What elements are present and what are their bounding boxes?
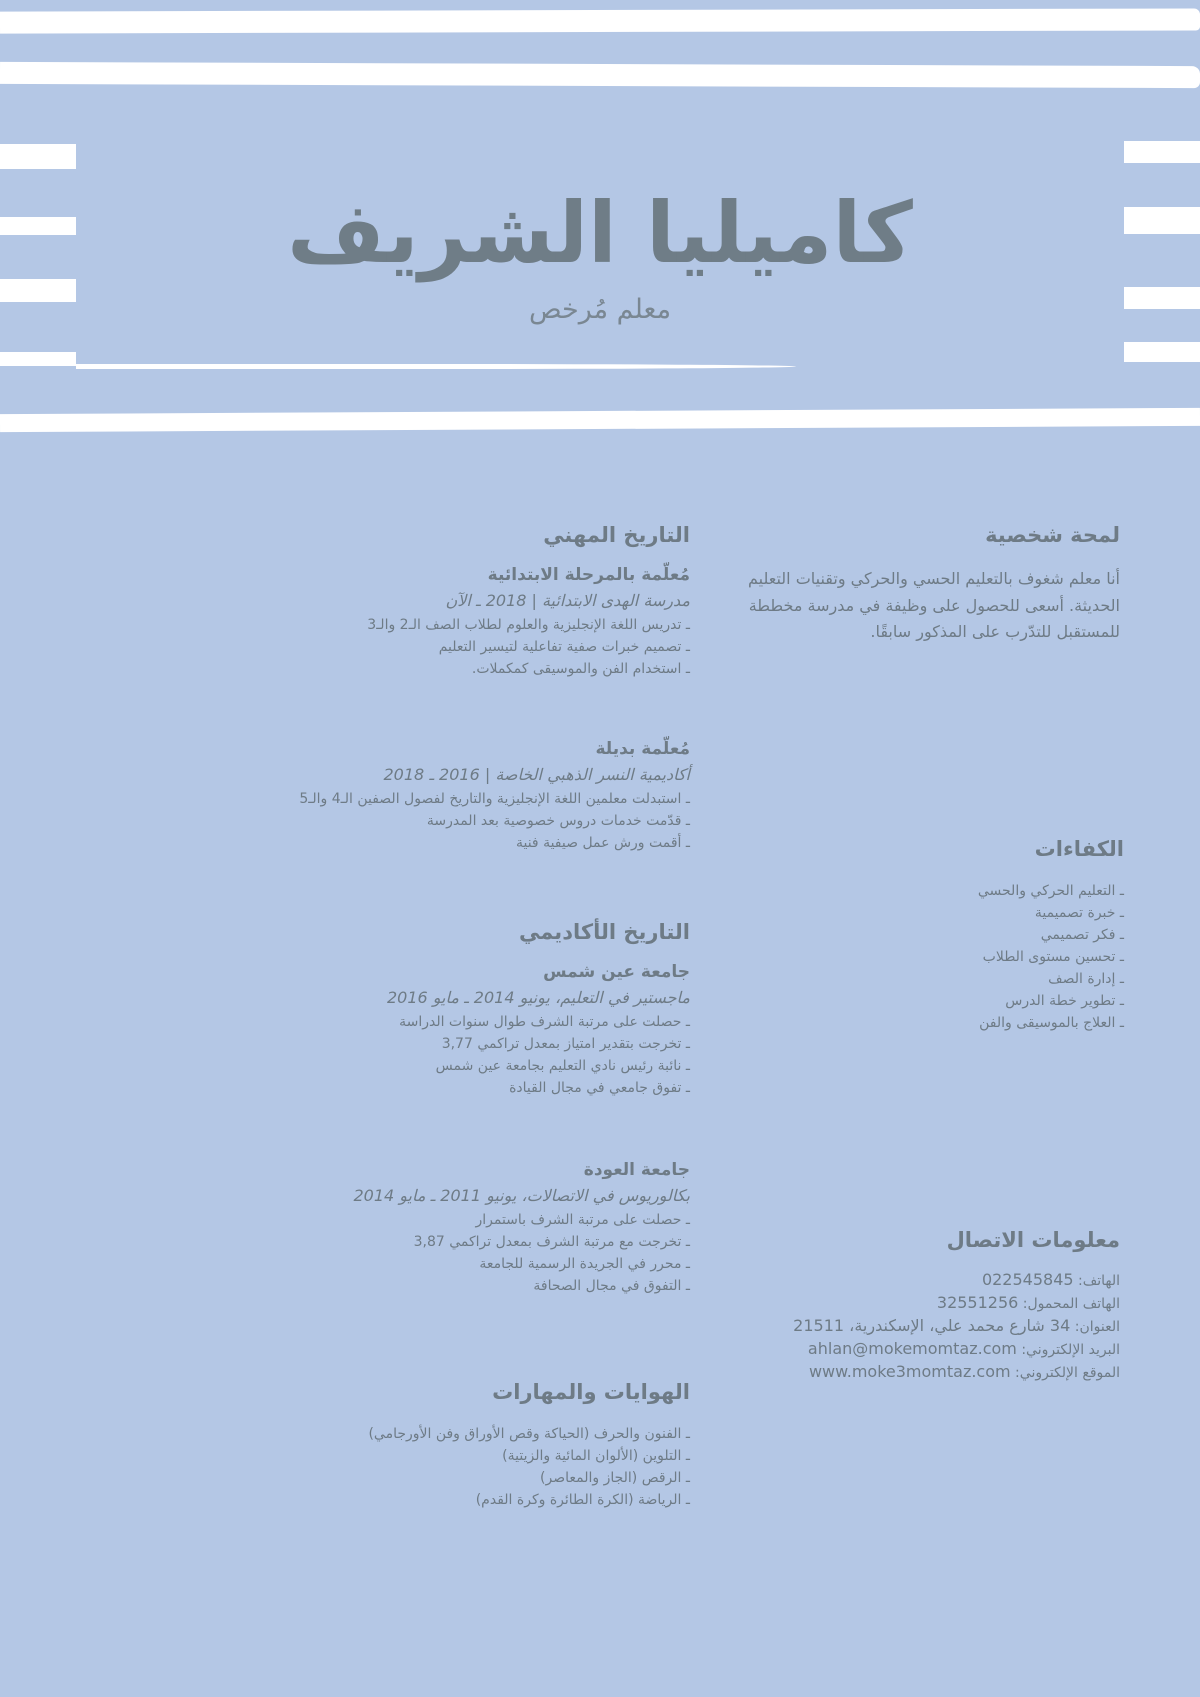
bullet-dash: ـ	[681, 1234, 690, 1250]
list-item-text: حصلت على مرتبة الشرف طوال سنوات الدراسة	[399, 1014, 682, 1030]
stripe	[0, 144, 76, 169]
list-item-text: حصلت على مرتبة الشرف باستمرار	[475, 1212, 682, 1228]
job-duties	[200, 788, 690, 854]
list-item	[200, 1445, 690, 1467]
bullet-dash: ـ	[681, 1426, 690, 1442]
school-entry	[200, 1157, 690, 1297]
contact-row	[760, 1269, 1120, 1292]
list-item-text: تحسين مستوى الطلاب	[982, 949, 1116, 965]
bullet-dash: ـ	[681, 1448, 690, 1464]
candidate-title: معلم مُرخص	[528, 294, 672, 325]
contact-value: 022545845	[981, 1270, 1074, 1289]
list-item-text: خبرة تصميمية	[1034, 905, 1116, 921]
list-item	[200, 1489, 690, 1511]
career-heading: التاريخ المهني	[543, 523, 690, 547]
candidate-name: كاميليا الشريف	[287, 184, 913, 282]
list-item-text: الرياضة (الكرة الطائرة وكرة القدم)	[475, 1492, 682, 1508]
skills-heading: الكفاءات	[1034, 837, 1124, 861]
contact-label: البريد الإلكتروني:	[1016, 1342, 1120, 1358]
stripe	[0, 408, 1200, 432]
contact-label: العنوان:	[1070, 1319, 1120, 1335]
list-item-text: قدّمت خدمات دروس خصوصية بعد المدرسة	[426, 813, 682, 829]
list-item	[200, 1467, 690, 1489]
bullet-dash: ـ	[681, 617, 690, 633]
list-item-text: أقمت ورش عمل صيفية فنية	[515, 835, 682, 851]
list-item-text: العلاج بالموسيقى والفن	[979, 1015, 1116, 1031]
bullet-dash: ـ	[681, 1080, 690, 1096]
bullet-dash: ـ	[1115, 949, 1124, 965]
list-item	[200, 1077, 690, 1099]
list-item-text: الرقص (الجاز والمعاصر)	[540, 1470, 682, 1486]
skills-section	[780, 834, 1124, 1034]
list-item	[780, 946, 1124, 968]
contact-row	[760, 1292, 1120, 1315]
bullet-dash: ـ	[681, 791, 690, 807]
contact-row	[760, 1315, 1120, 1338]
career-section	[200, 520, 690, 854]
school-achievements	[200, 1209, 690, 1297]
list-item	[200, 1231, 690, 1253]
school-meta: بكالوريوس في الاتصالات، يونيو 2011 ـ مايو 2014	[353, 1186, 690, 1205]
job-entry	[200, 562, 690, 680]
list-item	[200, 614, 690, 636]
stripe	[1124, 342, 1200, 362]
stripe	[0, 62, 1200, 88]
list-item	[200, 832, 690, 854]
list-item	[200, 1275, 690, 1297]
list-item-text: تفوق جامعي في مجال القيادة	[509, 1080, 682, 1096]
bullet-dash: ـ	[681, 1058, 690, 1074]
bullet-dash: ـ	[681, 1212, 690, 1228]
stripe	[1124, 141, 1200, 163]
bullet-dash: ـ	[1115, 883, 1124, 899]
contact-heading: معلومات الاتصال	[946, 1228, 1120, 1252]
list-item-text: استبدلت معلمين اللغة الإنجليزية والتاريخ لفصول الصفين الـ4 والـ5	[299, 791, 682, 807]
list-item-text: تخرجت مع مرتبة الشرف بمعدل تراكمي 3,87	[413, 1234, 682, 1250]
hobbies-list	[200, 1423, 690, 1511]
list-item	[200, 1253, 690, 1275]
bullet-dash: ـ	[1115, 993, 1124, 1009]
bullet-dash: ـ	[1115, 1015, 1124, 1031]
list-item-text: التفوق في مجال الصحافة	[533, 1278, 682, 1294]
list-item	[780, 902, 1124, 924]
contact-row	[760, 1338, 1120, 1361]
list-item	[780, 968, 1124, 990]
profile-heading: لمحة شخصية	[985, 523, 1120, 547]
profile-text: أنا معلم شغوف بالتعليم الحسي والحركي وتقنيات التعليم الحديثة. أسعى للحصول على وظيفة في مدرسة مخططة للمستقبل للتدّرب على المذكور سابقًا.	[747, 569, 1120, 641]
bullet-dash: ـ	[681, 639, 690, 655]
bullet-dash: ـ	[1115, 971, 1124, 987]
stripe	[0, 352, 76, 366]
contact-value: ahlan@mokemomtaz.com	[807, 1339, 1017, 1358]
school-achievements	[200, 1011, 690, 1099]
bullet-dash: ـ	[681, 1278, 690, 1294]
list-item	[780, 880, 1124, 902]
bullet-dash: ـ	[681, 835, 690, 851]
school-entry	[200, 959, 690, 1099]
job-title: مُعلّمة بالمرحلة الابتدائية	[487, 565, 690, 585]
stripe	[0, 8, 1200, 33]
list-item-text: تخرجت بتقدير امتياز بمعدل تراكمي 3,77	[441, 1036, 682, 1052]
list-item-text: فكر تصميمي	[1040, 927, 1116, 943]
school-title: جامعة عين شمس	[543, 962, 690, 982]
list-item-text: التعليم الحركي والحسي	[977, 883, 1116, 899]
list-item	[200, 1055, 690, 1077]
skills-list	[780, 880, 1124, 1034]
job-meta: أكاديمية النسر الذهبي الخاصة | 2016 ـ 2018	[383, 765, 690, 784]
job-entry	[200, 736, 690, 854]
school-meta: ماجستير في التعليم، يونيو 2014 ـ مايو 2016	[386, 988, 690, 1007]
list-item-text: الفنون والحرف (الحياكة وقص الأوراق وفن الأورجامي)	[368, 1426, 682, 1442]
list-item	[780, 990, 1124, 1012]
bullet-dash: ـ	[681, 1492, 690, 1508]
job-meta: مدرسة الهدى الابتدائية | 2018 ـ الآن	[445, 591, 690, 610]
contact-section	[760, 1225, 1120, 1384]
hobbies-section	[200, 1377, 690, 1511]
bullet-dash: ـ	[681, 1014, 690, 1030]
bullet-dash: ـ	[681, 1470, 690, 1486]
list-item-text: نائبة رئيس نادي التعليم بجامعة عين شمس	[435, 1058, 682, 1074]
list-item-text: إدارة الصف	[1048, 971, 1116, 987]
contact-value: www.moke3momtaz.com	[808, 1362, 1011, 1381]
list-item-text: التلوين (الألوان المائية والزيتية)	[502, 1448, 682, 1464]
list-item	[200, 636, 690, 658]
education-section	[200, 917, 690, 1297]
contact-label: الهاتف المحمول:	[1018, 1296, 1120, 1312]
contact-value: 34 شارع محمد علي، الإسكندرية، 21511	[793, 1316, 1071, 1335]
list-item	[780, 1012, 1124, 1034]
list-item	[200, 1011, 690, 1033]
contact-label: الموقع الإلكتروني:	[1010, 1365, 1120, 1381]
job-title: مُعلّمة بديلة	[595, 739, 690, 759]
list-item-text: استخدام الفن والموسيقى كمكملات.	[471, 661, 682, 677]
list-item-text: محرر في الجريدة الرسمية للجامعة	[479, 1256, 682, 1272]
bullet-dash: ـ	[1115, 905, 1124, 921]
list-item	[200, 1209, 690, 1231]
contact-list	[760, 1269, 1120, 1384]
bullet-dash: ـ	[681, 1256, 690, 1272]
bullet-dash: ـ	[1115, 927, 1124, 943]
bullet-dash: ـ	[681, 661, 690, 677]
list-item-text: تدريس اللغة الإنجليزية والعلوم لطلاب الصف الـ2 والـ3	[367, 617, 682, 633]
hobbies-heading: الهوايات والمهارات	[492, 1380, 690, 1404]
school-title: جامعة العودة	[583, 1160, 690, 1180]
list-item	[200, 1033, 690, 1055]
job-duties	[200, 614, 690, 680]
list-item	[200, 810, 690, 832]
contact-row	[760, 1361, 1120, 1384]
list-item	[780, 924, 1124, 946]
education-heading: التاريخ الأكاديمي	[518, 920, 690, 944]
list-item	[200, 658, 690, 680]
profile-section	[730, 520, 1120, 646]
list-item	[200, 788, 690, 810]
list-item-text: تطوير خطة الدرس	[1005, 993, 1116, 1009]
contact-value: 32551256	[936, 1293, 1019, 1312]
contact-label: الهاتف:	[1073, 1273, 1120, 1289]
list-item-text: تصميم خبرات صفية تفاعلية لتيسير التعليم	[438, 639, 682, 655]
bullet-dash: ـ	[681, 813, 690, 829]
bullet-dash: ـ	[681, 1036, 690, 1052]
stripe	[76, 364, 796, 369]
list-item	[200, 1423, 690, 1445]
